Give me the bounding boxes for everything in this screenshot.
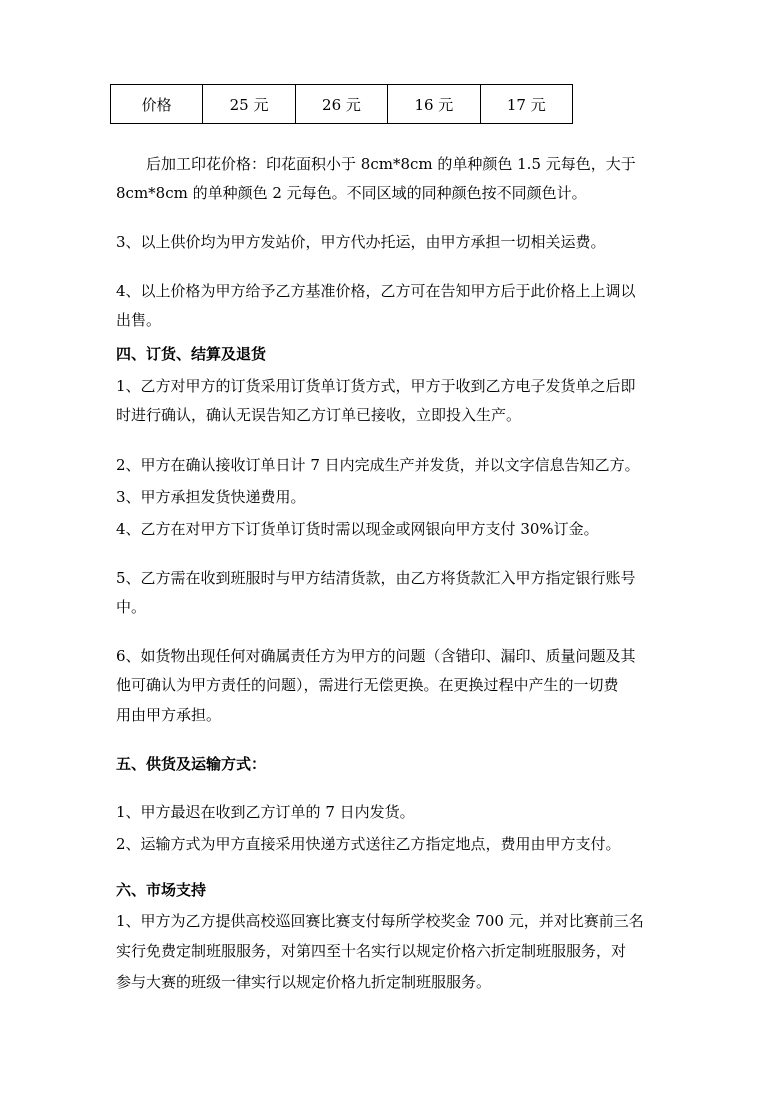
text-line: 3、以上供价均为甲方发站价，甲方代办托运，由甲方承担一切相关运费。: [116, 233, 606, 251]
text-line: 用由甲方承担。: [116, 706, 222, 724]
table-cell-label: 价格: [111, 85, 203, 124]
table-row: [111, 85, 573, 124]
text-line: 1、乙方对甲方的订货采用订货单订货方式，甲方于收到乙方电子发货单之后即: [116, 377, 636, 395]
section-heading: 四、订货、结算及退货: [116, 345, 267, 363]
table-cell-price: 25 元: [203, 85, 295, 124]
text-line: 出售。: [116, 311, 162, 329]
text-line: 实行免费定制班服服务，对第四至十名实行以规定价格六折定制班服服务，对: [116, 942, 627, 960]
text-line: 4、以上价格为甲方给予乙方基准价格，乙方可在告知甲方后于此价格上上调以: [116, 282, 636, 300]
text-line: 4、乙方在对甲方下订货单订货时需以现金或网银向甲方支付 30%订金。: [116, 520, 599, 538]
text-line: 3、甲方承担发货快递费用。: [116, 488, 306, 506]
text-line: 6、如货物出现任何对确属责任方为甲方的问题（含错印、漏印、质量问题及其: [116, 647, 636, 665]
text-line: 参与大赛的班级一律实行以规定价格九折定制班服服务。: [116, 973, 492, 991]
text-line: 中。: [116, 598, 147, 616]
text-line: 2、运输方式为甲方直接采用快递方式送往乙方指定地点，费用由甲方支付。: [116, 835, 621, 853]
table-cell-price: 17 元: [480, 85, 572, 124]
text-line: 1、甲方为乙方提供高校巡回赛比赛支付每所学校奖金 700 元，并对比赛前三名: [116, 912, 644, 930]
table-cell-price: 16 元: [388, 85, 480, 124]
text-line: 1、甲方最迟在收到乙方订单的 7 日内发货。: [116, 803, 415, 821]
text-line: 8cm*8cm 的单种颜色 2 元每色。不同区域的同种颜色按不同颜色计。: [116, 184, 587, 202]
text-line: 时进行确认，确认无误告知乙方订单已接收，立即投入生产。: [116, 406, 522, 424]
text-line: 后加工印花价格：印花面积小于 8cm*8cm 的单种颜色 1.5 元每色，大于: [146, 155, 636, 173]
section-heading: 六、市场支持: [116, 881, 207, 899]
section-heading: 五、供货及运输方式：: [116, 755, 267, 773]
text-line: 他可确认为甲方责任的问题），需进行无偿更换。在更换过程中产生的一切费: [116, 676, 619, 694]
table-cell-price: 26 元: [295, 85, 387, 124]
text-line: 2、甲方在确认接收订单日计 7 日内完成生产并发货，并以文字信息告知乙方。: [116, 456, 640, 474]
text-line: 5、乙方需在收到班服时与甲方结清货款，由乙方将货款汇入甲方指定银行账号: [116, 569, 636, 587]
price-table: [110, 84, 573, 124]
